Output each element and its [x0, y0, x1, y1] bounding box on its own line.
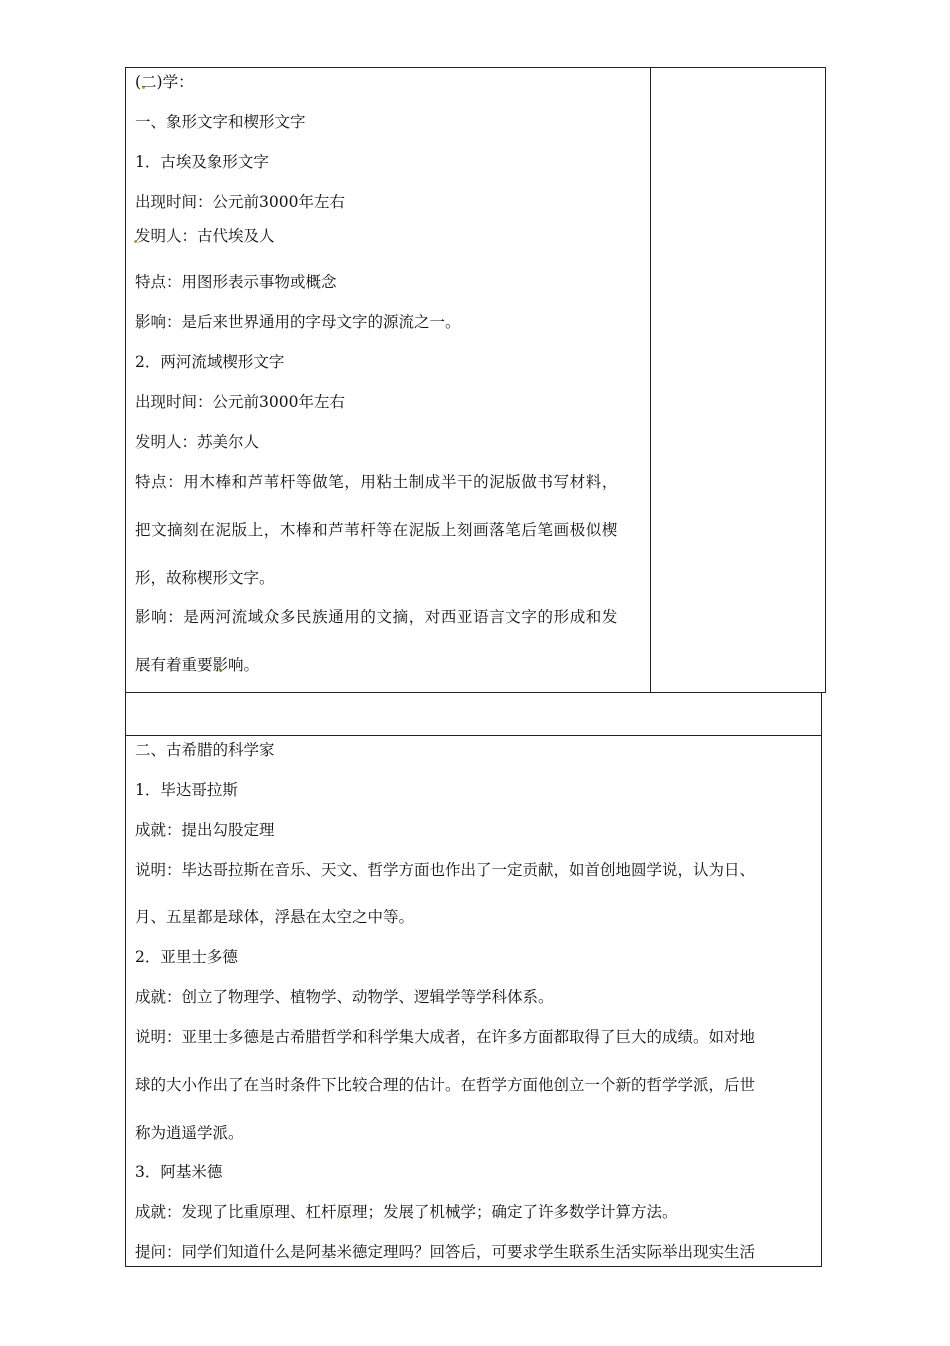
feature-line: 形，故称楔形文字。 — [135, 569, 275, 587]
note-line: 月、五星都是球体，浮悬在太空之中等。 — [135, 908, 415, 926]
note-line: 球的大小作出了在当时条件下比较合理的估计。在哲学方面他创立一个新的哲学学派，后世 — [135, 1076, 756, 1094]
item-heading: 2．两河流域楔形文字 — [135, 353, 285, 371]
feature: 特点：用图形表示事物或概念 — [135, 273, 337, 291]
section-title: 一、象形文字和楔形文字 — [135, 113, 306, 131]
scientist-heading: 2．亚里士多德 — [135, 948, 238, 966]
blank-row-right-border — [821, 692, 822, 736]
question: 提问：同学们知道什么是阿基米德定理吗？回答后，可要求学生联系生活实际举出现实生活 — [135, 1243, 756, 1261]
note-line: 说明：亚里士多德是古希腊哲学和科学集大成者，在许多方面都取得了巨大的成绩。如对地 — [135, 1028, 756, 1046]
appearance-time: 出现时间：公元前3000年左右 — [135, 393, 345, 411]
feature-line: 把文摘刻在泥版上，木棒和芦苇杆等在泥版上刻画落笔后笔画极似楔 — [135, 521, 619, 539]
inventor: 发明人：苏美尔人 — [135, 433, 260, 451]
note-line: 说明：毕达哥拉斯在音乐、天文、哲学方面也作出了一定贡献，如首创地圆学说，认为日、 — [135, 861, 756, 879]
influence-line: 影响：是两河流域众多民族通用的文摘，对西亚语言文字的形成和发 — [135, 608, 619, 626]
achievement: 成就：提出勾股定理 — [135, 821, 275, 839]
blank-row-left-border — [125, 692, 126, 736]
item-heading: 1．古埃及象形文字 — [135, 153, 269, 171]
feature-line: 特点：用木棒和芦苇杆等做笔，用粘土制成半干的泥版做书写材料， — [135, 473, 619, 491]
scientist-heading: 1．毕达哥拉斯 — [135, 781, 238, 799]
section-heading: (二)学： — [135, 73, 194, 91]
scientist-heading: 3．阿基米德 — [135, 1163, 223, 1181]
achievement: 成就：创立了物理学、植物学、动物学、逻辑学等学科体系。 — [135, 988, 554, 1006]
achievement: 成就：发现了比重原理、杠杆原理；发展了机械学；确定了许多数学计算方法。 — [135, 1203, 678, 1221]
upper-table-column-divider — [650, 67, 651, 693]
influence-line: 展有着重要影响。 — [135, 656, 260, 674]
inventor: 发明人：古代埃及人 — [135, 227, 275, 245]
influence: 影响：是后来世界通用的字母文字的源流之一。 — [135, 313, 461, 331]
note-line: 称为逍遥学派。 — [135, 1124, 244, 1142]
appearance-time: 出现时间：公元前3000年左右 — [135, 193, 345, 211]
section-title: 二、古希腊的科学家 — [135, 741, 275, 759]
